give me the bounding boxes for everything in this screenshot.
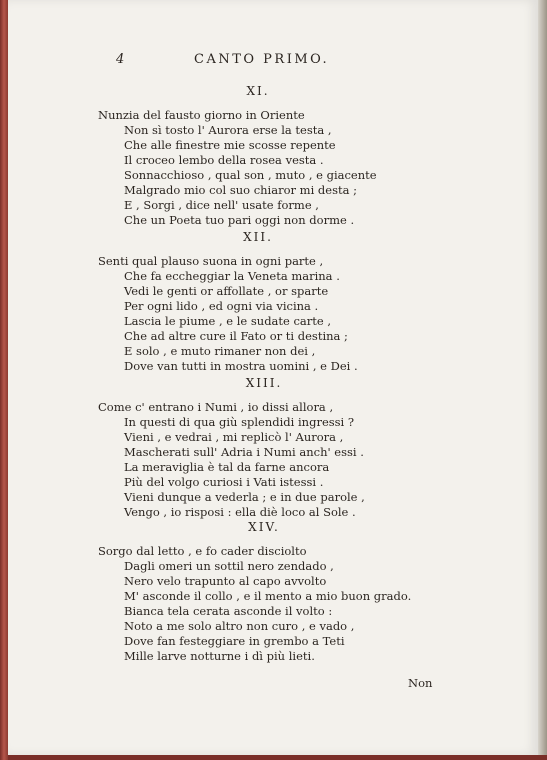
verse-line: Vieni , e vedrai , mi replicò l' Aurora , [124,430,344,444]
verse-line: Vedi le genti or affollate , or sparte [124,284,329,298]
verse-line: Bianca tela cerata asconde il volto : [124,604,333,618]
verse-line: Che alle finestre mie scosse repente [124,138,336,152]
book-spine [0,0,8,760]
verse-line: E , Sorgi , dice nell' usate forme , [124,198,319,212]
verse-line: Sorgo dal letto , e fo cader disciolto [98,544,307,558]
verse-line: Che fa eccheggiar la Veneta marina . [124,269,340,283]
page-number: 4 [116,52,127,67]
verse-line: Sonnacchioso , qual son , muto , e giacente [124,168,377,182]
book-cover-edge [8,755,547,760]
verse-line: Il croceo lembo della rosea vesta . [124,153,324,167]
stanza-numeral: XIII. [245,376,283,390]
verse-line: Mascherati sull' Adria i Numi anch' essi . [124,445,364,459]
verse-line: Mille larve notturne i dì più lieti. [124,649,315,663]
book-page [8,0,538,755]
verse-line: La meraviglia è tal da farne ancora [124,460,330,474]
verse-line: Più del volgo curiosi i Vati istessi . [124,475,324,489]
stanza-numeral: XIV. [248,520,280,534]
verse-line: Noto a me solo altro non curo , e vado , [124,619,355,633]
verse-line: Che un Poeta tuo pari oggi non dorme . [124,213,355,227]
verse-line: Nunzia del fausto giorno in Oriente [98,108,305,122]
verse-line: Come c' entrano i Numi , io dissi allora , [98,400,334,414]
verse-line: Dove fan festeggiare in grembo a Teti [124,634,345,648]
verse-line: Dove van tutti in mostra uomini , e Dei . [124,359,358,373]
verse-line: Vengo , io risposi : ella diè loco al Sole . [124,505,356,519]
verse-line: Dagli omeri un sottil nero zendado , [124,559,334,573]
verse-line: In questi di qua giù splendidi ingressi ? [124,415,355,429]
stanza-numeral: XII. [243,230,273,244]
verse-line: E solo , e muto rimaner non dei , [124,344,316,358]
catchword: Non [408,676,433,690]
verse-line: Senti qual plauso suona in ogni parte , [98,254,324,268]
canto-title: CANTO PRIMO. [194,52,330,67]
stanza-numeral: XI. [246,84,270,98]
page-edge [538,0,547,760]
verse-line: Nero velo trapunto al capo avvolto [124,574,327,588]
verse-line: Per ogni lido , ed ogni via vicina . [124,299,319,313]
verse-line: Che ad altre cure il Fato or ti destina ; [124,329,348,343]
verse-line: Malgrado mio col suo chiaror mi desta ; [124,183,357,197]
verse-line: M' asconde il collo , e il mento a mio buon grado. [124,589,412,603]
verse-line: Non sì tosto l' Aurora erse la testa , [124,123,332,137]
verse-line: Vieni dunque a vederla ; e in due parole , [124,490,365,504]
verse-line: Lascia le piume , e le sudate carte , [124,314,332,328]
